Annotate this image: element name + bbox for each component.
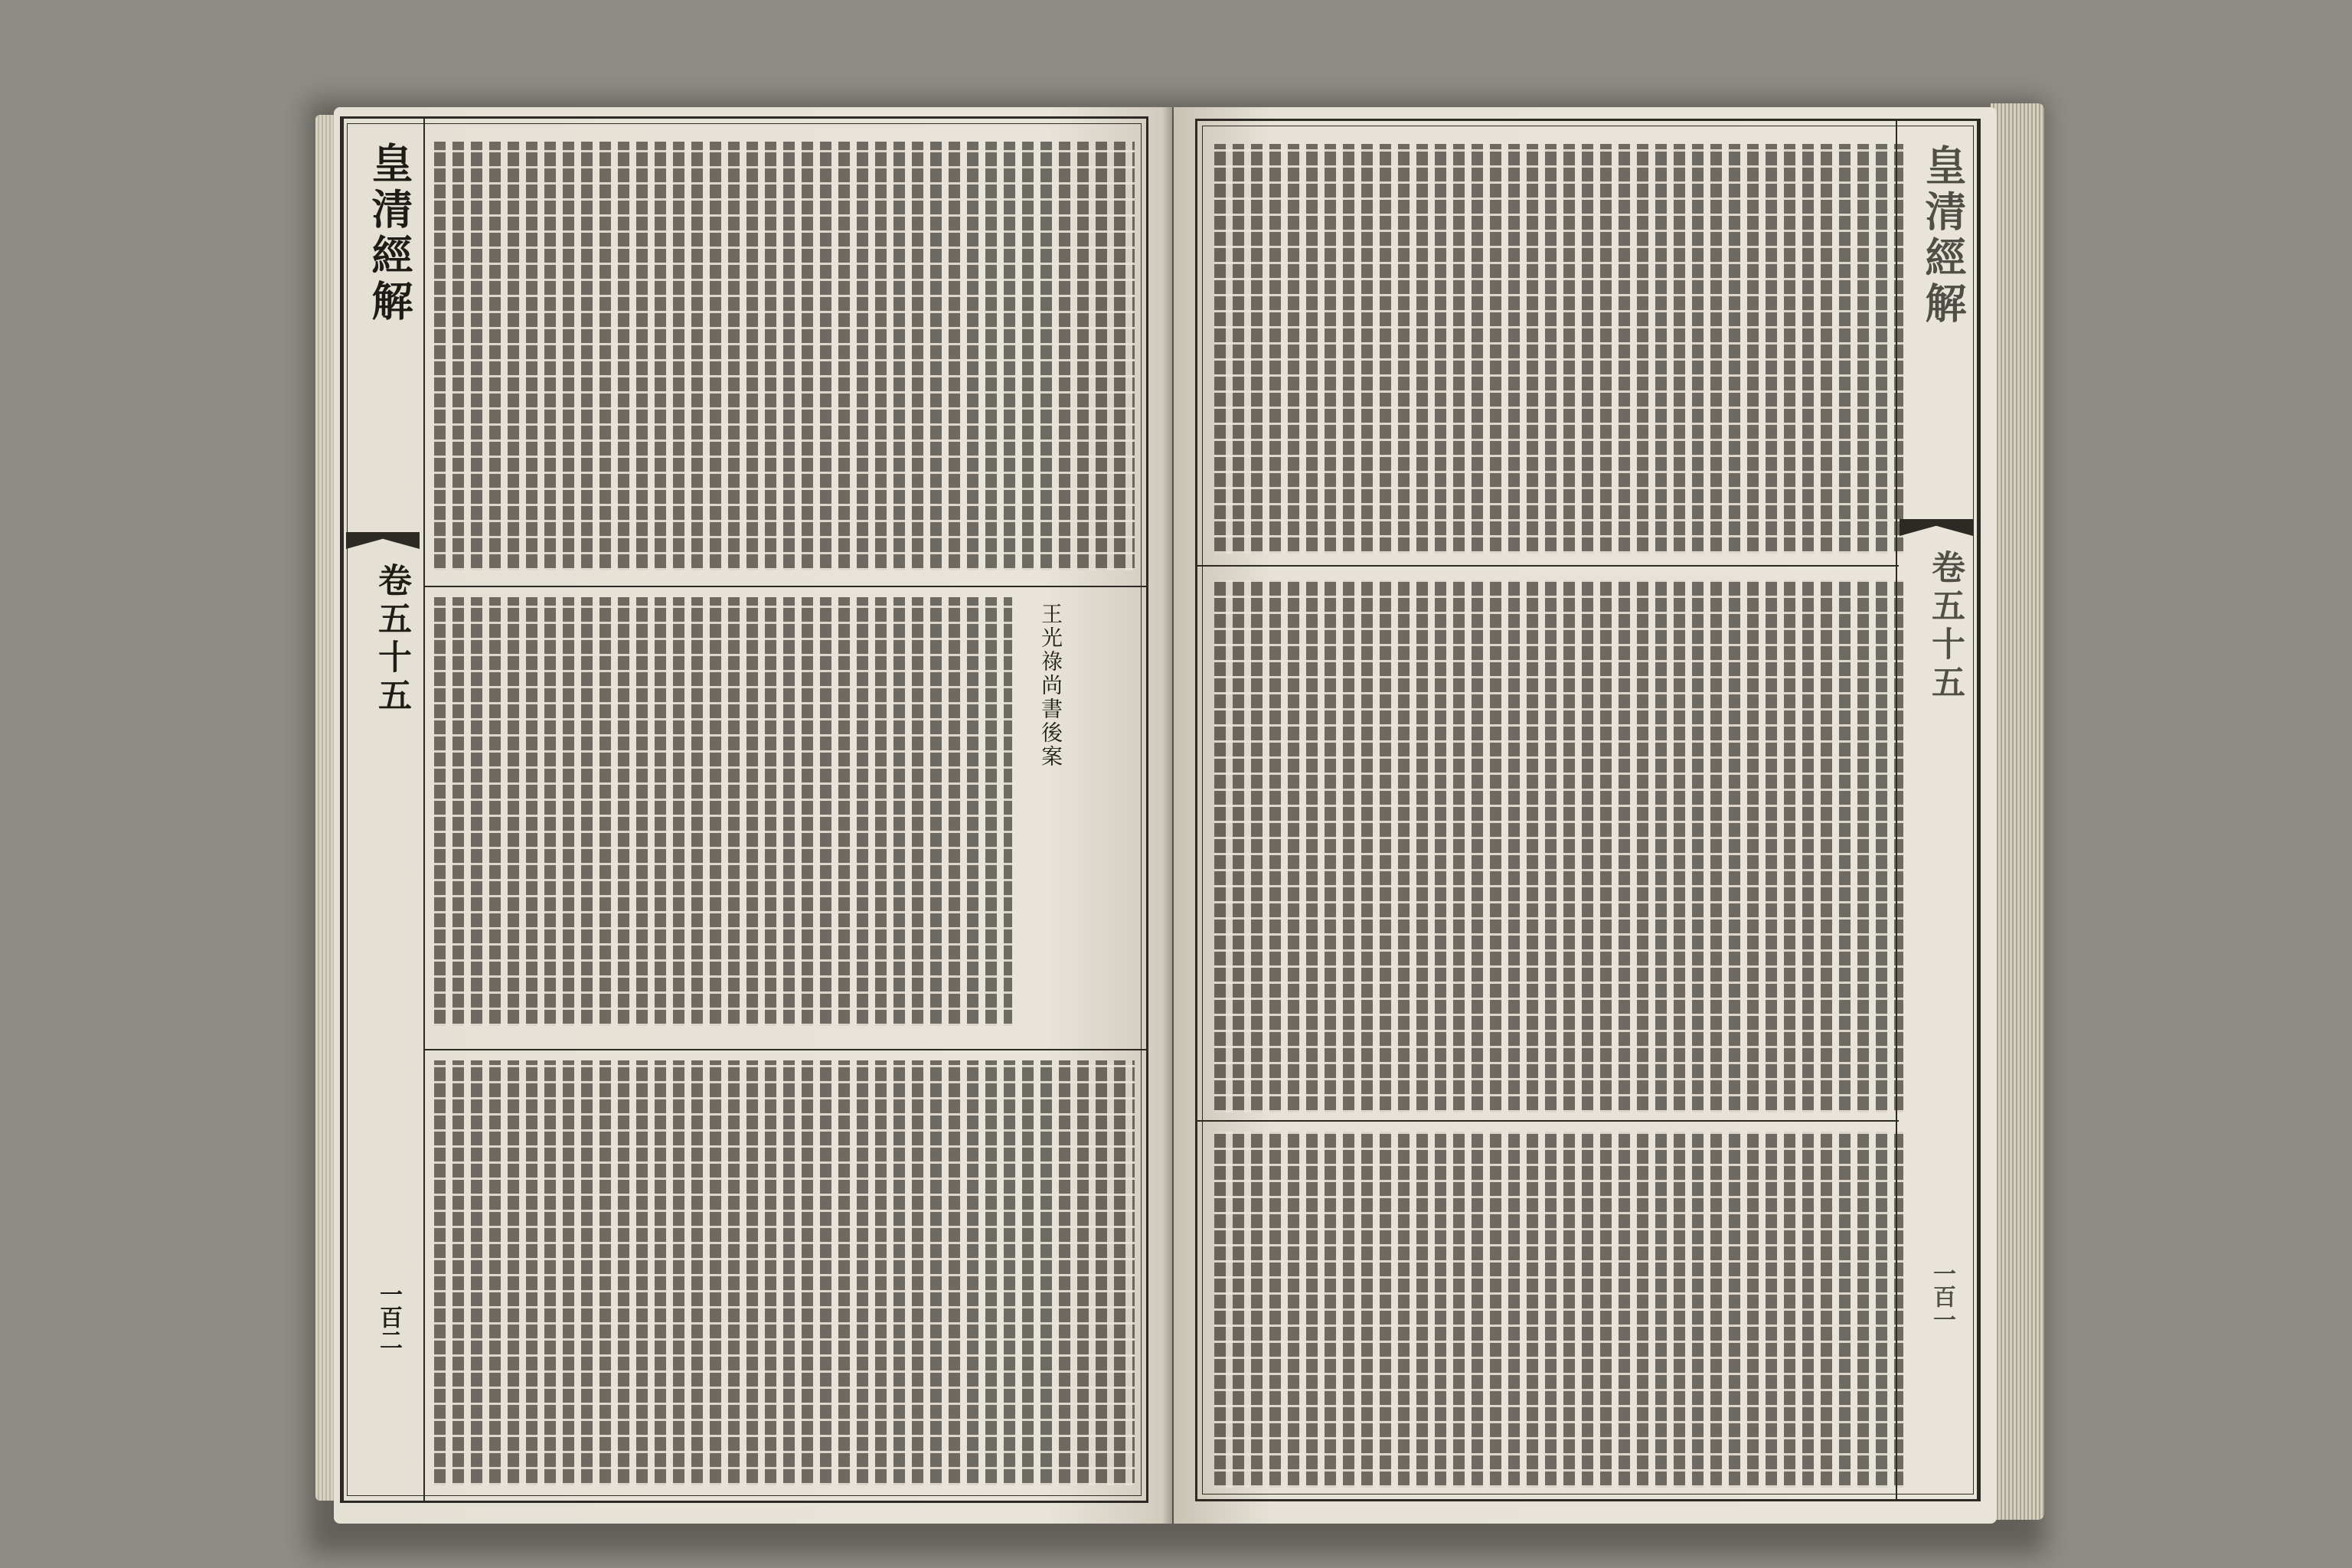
right-margin-strip	[1896, 121, 1978, 1499]
left-author-credit: 王光祿尚書後案	[1038, 603, 1063, 769]
right-fascicle-label: 卷五十五	[1926, 550, 1965, 703]
left-text-register-middle	[434, 597, 1012, 1026]
right-text-register-bottom	[1214, 1132, 1903, 1488]
left-register-divider-2	[425, 1049, 1146, 1050]
right-register-divider-1	[1197, 565, 1899, 567]
left-margin-strip	[342, 119, 425, 1501]
right-running-title: 皇清經解	[1919, 144, 1968, 328]
right-text-register-middle	[1214, 580, 1903, 1112]
left-register-divider-1	[425, 586, 1146, 587]
left-folio-number: 一百二	[375, 1282, 402, 1351]
left-page-frame	[340, 116, 1148, 1503]
left-fishtail-mark	[346, 532, 420, 549]
left-text-register-bottom	[434, 1060, 1135, 1485]
left-fascicle-label: 卷五十五	[372, 563, 411, 716]
right-text-register-top	[1214, 144, 1903, 554]
right-page-frame	[1195, 119, 1981, 1501]
left-running-title: 皇清經解	[365, 142, 414, 325]
right-page-edges	[1991, 103, 2044, 1520]
right-register-divider-2	[1197, 1120, 1899, 1122]
right-fishtail-mark	[1900, 519, 1973, 536]
right-folio-number: 一百一	[1929, 1262, 1955, 1331]
right-page	[1174, 107, 1997, 1524]
left-page	[334, 107, 1172, 1524]
left-text-register-top	[434, 142, 1135, 570]
